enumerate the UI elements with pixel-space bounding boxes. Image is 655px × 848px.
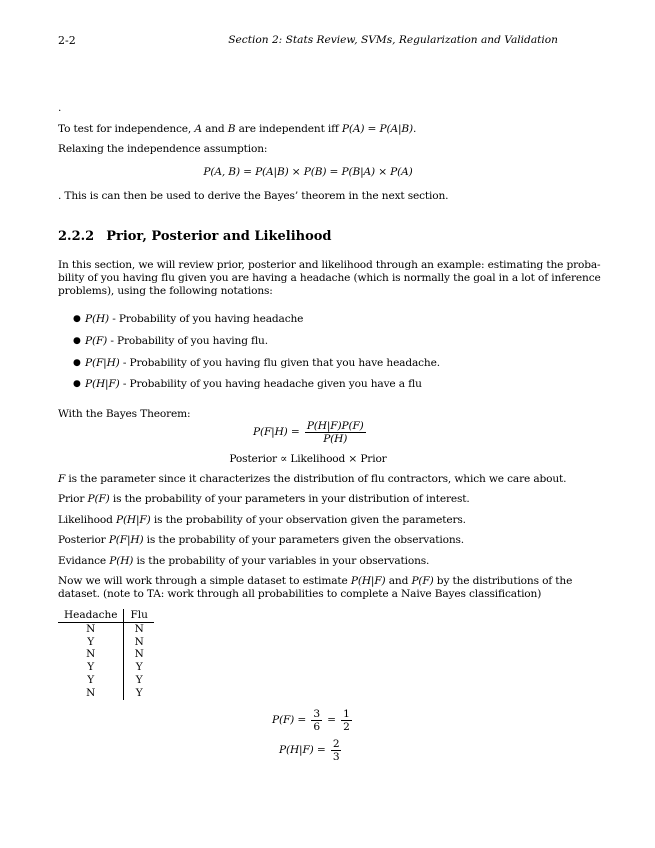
var-a: A [194, 123, 202, 135]
section-heading [58, 229, 332, 244]
evidence-label: Evidance [58, 555, 110, 567]
posterior-symbol: P(F|H) [108, 534, 144, 546]
bayes-lhs: P(F|H) = [253, 426, 300, 438]
posterior-definition [58, 534, 464, 547]
dataset-intro-line-1 [58, 575, 572, 588]
notation-symbol: P(H|F) [85, 378, 120, 390]
notation-text: - Probability of you having headache given you have a flu [119, 378, 422, 390]
pf-numerator-2: 1 [343, 708, 350, 720]
bullet-icon: ● [73, 379, 81, 389]
bayes-denominator: P(H) [323, 433, 348, 445]
table-cell: N [134, 622, 144, 635]
var-b: B [227, 123, 236, 135]
prior-symbol: P(F) [87, 493, 110, 505]
bayes-numerator: P(H|F)P(F) [306, 420, 364, 432]
independence-sentence [58, 123, 416, 136]
pf-numerator-1: 3 [313, 708, 320, 720]
pf-denominator-2: 2 [343, 721, 350, 733]
notation-text: - Probability of you having flu. [107, 335, 268, 347]
notation-text: - Probability of you having headache [109, 313, 304, 325]
likelihood-symbol: P(H|F) [115, 514, 151, 526]
bayes-fraction [305, 420, 366, 445]
data-table [58, 609, 154, 700]
independence-formula: P(A) = P(A|B). [341, 123, 417, 135]
page-number: 2-2 [58, 34, 76, 47]
joint-probability-formula: P(A, B) = P(A|B) × P(B) = P(B|A) × P(A) [203, 166, 413, 178]
bullet-icon: ● [73, 358, 81, 368]
independence-prefix: To test for independence, [58, 123, 195, 135]
table-cell: N [134, 635, 144, 648]
table-header-row [58, 609, 154, 622]
table-cell: Y [58, 661, 124, 674]
dataset-text-a: Now we will work through a simple dataset to estimate [58, 575, 351, 587]
table-row [58, 687, 154, 700]
parameter-definition [58, 473, 566, 486]
pf-denominator-1: 6 [313, 721, 320, 733]
phf-denominator: 3 [332, 751, 340, 763]
dataset-intro-line-2: dataset. (note to TA: work through all probabilities to complete a Naive Bayes classification) [58, 588, 542, 600]
table-row [58, 661, 154, 674]
running-header: Section 2: Stats Review, SVMs, Regularization and Validation [228, 34, 558, 46]
table-row [58, 648, 154, 661]
independence-mid: are independent iff [235, 123, 342, 135]
bayes-label: With the Bayes Theorem: [58, 408, 191, 420]
pf-result [272, 708, 354, 733]
evidence-text: is the probability of your variables in your observations. [133, 555, 430, 567]
prior-label: Prior [58, 493, 88, 505]
relaxing-text: Relaxing the independence assumption: [58, 143, 268, 155]
posterior-label: Posterior [58, 534, 109, 546]
table-row [58, 674, 154, 687]
phf-result [279, 738, 343, 763]
table-cell: N [134, 648, 144, 661]
likelihood-definition [58, 514, 466, 527]
prior-definition [58, 493, 470, 506]
pf-equals: = [327, 714, 336, 726]
phf-fraction [331, 738, 342, 763]
prior-text: is the probability of your parameters in your distribution of interest. [109, 493, 470, 505]
stray-dot: . [58, 102, 62, 114]
table-cell: N [58, 622, 124, 635]
section-intro-line-2: bility of you having flu given you are having a headache (which is normally the goal in a lot of inference [58, 272, 601, 284]
and-word: and [201, 123, 228, 135]
table-cell: Y [135, 673, 143, 686]
notation-text: - Probability of you having flu given that you have headache. [119, 357, 440, 369]
column-header-headache: Headache [58, 609, 124, 622]
table-cell: Y [135, 661, 143, 674]
phf-lhs: P(H|F) = [279, 744, 326, 756]
evidence-definition [58, 555, 429, 568]
bullet-icon: ● [73, 314, 81, 324]
f-text: is the parameter since it characterizes the distribution of flu contractors, which we care about. [65, 473, 567, 485]
notation-symbol: P(F) [85, 335, 108, 347]
pf-fraction-2 [341, 708, 352, 733]
table-cell: N [58, 687, 124, 700]
table-cell: N [58, 648, 124, 661]
bullet-icon: ● [73, 336, 81, 346]
section-intro-line-3: problems), using the following notations: [58, 285, 273, 297]
section-number: 2.2.2 [58, 229, 95, 244]
table-row [58, 622, 154, 635]
evidence-symbol: P(H) [109, 555, 134, 567]
table-row [58, 636, 154, 649]
column-header-flu: Flu [124, 609, 154, 622]
notation-symbol: P(F|H) [85, 357, 120, 369]
bayes-formula [253, 420, 368, 445]
likelihood-text: is the probability of your observation given the parameters. [150, 514, 466, 526]
dataset-symbol-2: P(F) [411, 575, 434, 587]
table-cell: Y [58, 674, 124, 687]
dataset-text-b: by the distributions of the [433, 575, 573, 587]
phf-numerator: 2 [332, 738, 340, 750]
list-item [85, 335, 268, 348]
derive-text: . This is can then be used to derive the Bayes’ theorem in the next section. [58, 190, 449, 202]
notation-symbol: P(H) [85, 313, 110, 325]
list-item [85, 313, 303, 326]
list-item [85, 357, 440, 370]
f-symbol: F [58, 473, 66, 485]
section-title: Prior, Posterior and Likelihood [106, 229, 332, 244]
table-cell: Y [58, 636, 124, 649]
pf-lhs: P(F) = [272, 714, 307, 726]
section-intro-line-1: In this section, we will review prior, posterior and likelihood through an example: estimating the proba- [58, 259, 601, 271]
dataset-and: and [385, 575, 412, 587]
likelihood-label: Likelihood [58, 514, 116, 526]
table-cell: Y [135, 686, 143, 699]
list-item [85, 378, 422, 391]
proportional-relation: Posterior ∝ Likelihood × Prior [229, 453, 387, 465]
pf-fraction-1 [311, 708, 322, 733]
dataset-symbol-1: P(H|F) [350, 575, 386, 587]
posterior-text: is the probability of your parameters given the observations. [143, 534, 465, 546]
